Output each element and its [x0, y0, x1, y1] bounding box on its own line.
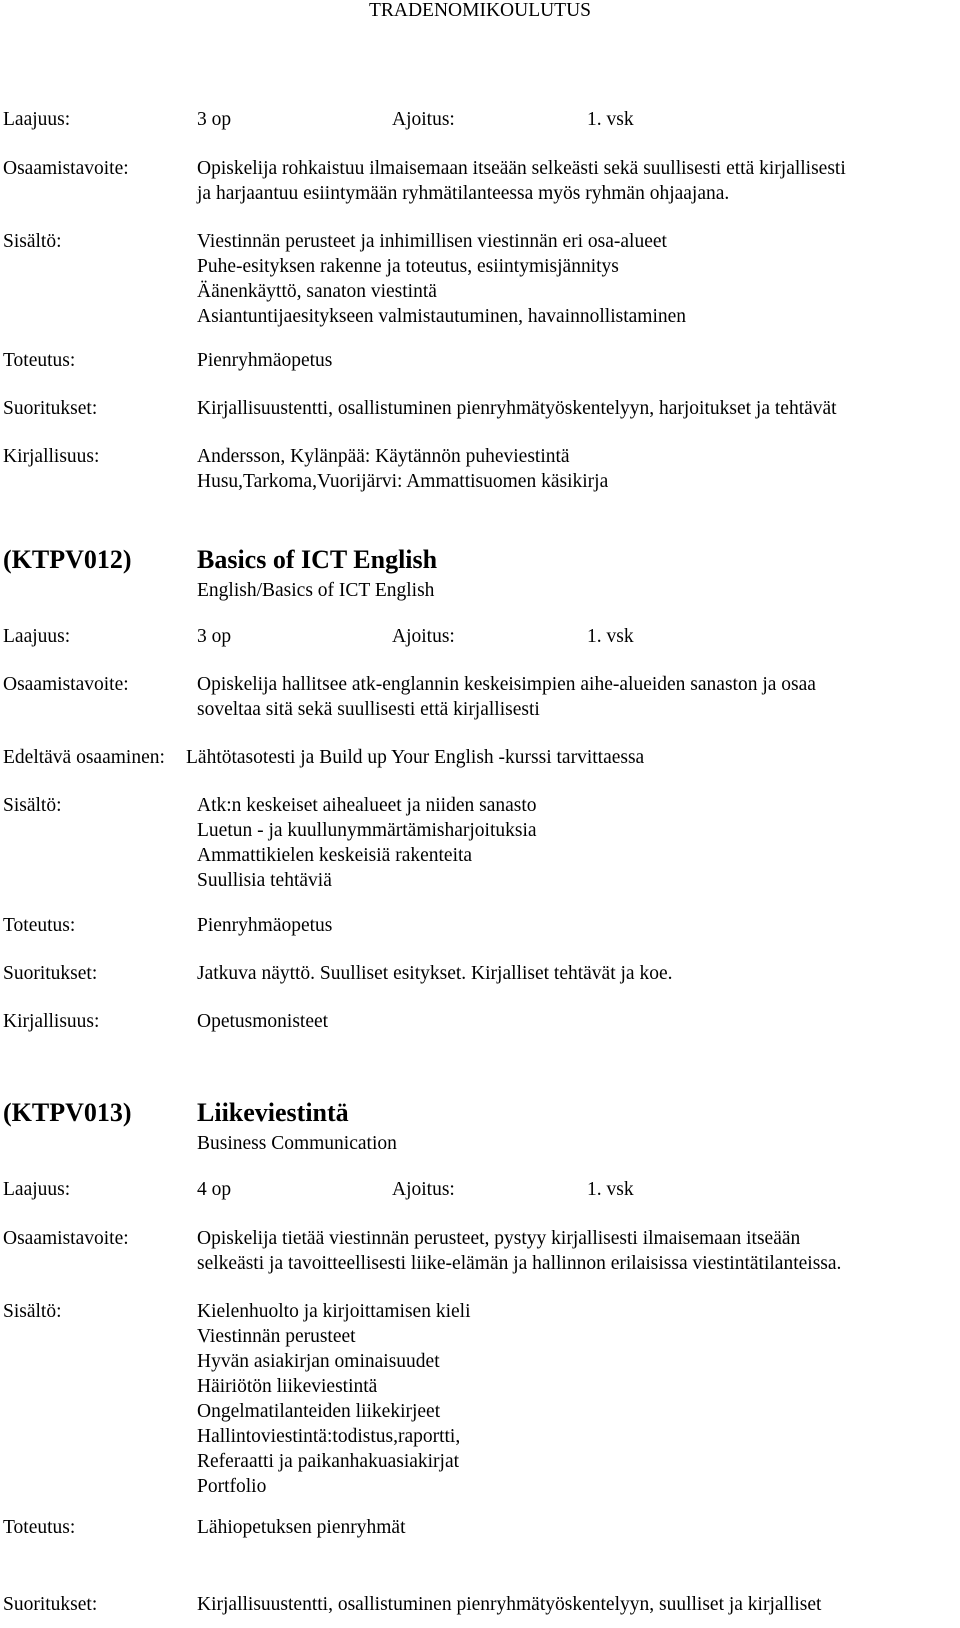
osaamistavoite-label: Osaamistavoite: — [3, 158, 129, 179]
toteutus-value: Pienryhmäopetus — [197, 915, 333, 936]
toteutus-label: Toteutus: — [3, 915, 76, 936]
sisalto-label: Sisältö: — [3, 795, 62, 816]
ajoitus-value: 1. vsk — [587, 626, 634, 647]
list-item: Hallintoviestintä:todistus,raportti, — [197, 1426, 461, 1447]
course-title: Basics of ICT English — [197, 545, 438, 574]
laajuus-label: Laajuus: — [3, 626, 71, 647]
sisalto-label: Sisältö: — [3, 1301, 62, 1322]
text-line: Opiskelija tietää viestinnän perusteet, pystyy kirjallisesti ilmaisemaan itseään — [197, 1228, 801, 1249]
ajoitus-value: 1. vsk — [587, 1179, 634, 1200]
sisalto-list — [197, 229, 686, 329]
sisalto-list — [197, 1299, 471, 1499]
suoritukset-label: Suoritukset: — [3, 1594, 98, 1615]
ajoitus-label: Ajoitus: — [392, 1179, 455, 1200]
laajuus-value: 3 op — [197, 109, 232, 130]
text-line: soveltaa sitä sekä suullisesti että kirjallisesti — [197, 699, 540, 720]
list-item: Puhe-esityksen rakenne ja toteutus, esiintymisjännitys — [197, 256, 619, 277]
list-item: Asiantuntijaesitykseen valmistautuminen, havainnollistaminen — [197, 306, 687, 327]
course-subtitle: English/Basics of ICT English — [197, 580, 435, 601]
text-line: selkeästi ja tavoitteellisesti liike-elämän ja hallinnon erilaisissa viestintätilanteissa. — [197, 1253, 842, 1274]
suoritukset-label: Suoritukset: — [3, 963, 98, 984]
list-item: Viestinnän perusteet ja inhimillisen viestinnän eri osa-alueet — [197, 231, 667, 252]
osaamistavoite-value — [197, 1226, 841, 1276]
sisalto-list — [197, 793, 537, 893]
kirjallisuus-label: Kirjallisuus: — [3, 1011, 100, 1032]
toteutus-value: Pienryhmäopetus — [197, 350, 333, 371]
list-item: Ammattikielen keskeisiä rakenteita — [197, 845, 473, 866]
list-item: Referaatti ja paikanhakuasiakirjat — [197, 1451, 460, 1472]
kirjallisuus-value: Opetusmonisteet — [197, 1011, 329, 1032]
osaamistavoite-label: Osaamistavoite: — [3, 1228, 129, 1249]
course-code: (KTPV012) — [3, 545, 132, 574]
list-item: Husu,Tarkoma,Vuorijärvi: Ammattisuomen käsikirja — [197, 471, 609, 492]
suoritukset-value: Kirjallisuustentti, osallistuminen pienryhmätyöskentelyyn, harjoitukset ja tehtävät — [197, 398, 837, 419]
list-item: Suullisia tehtäviä — [197, 870, 332, 891]
laajuus-value: 4 op — [197, 1179, 232, 1200]
list-item: Luetun - ja kuullunymmärtämisharjoituksia — [197, 820, 537, 841]
list-item: Häiriötön liikeviestintä — [197, 1376, 378, 1397]
text-line: Opiskelija rohkaistuu ilmaisemaan itseään selkeästi sekä suullisesti että kirjallisesti — [197, 158, 846, 179]
sisalto-label: Sisältö: — [3, 231, 62, 252]
edeltava-osaaminen-label: Edeltävä osaaminen: — [3, 747, 165, 768]
text-line: Opiskelija hallitsee atk-englannin keskeisimpien aihe-alueiden sanaston ja osaa — [197, 674, 816, 695]
text-line: ja harjaantuu esiintymään ryhmätilanteessa myös ryhmän ohjaajana. — [197, 183, 730, 204]
laajuus-label: Laajuus: — [3, 1179, 71, 1200]
list-item: Andersson, Kylänpää: Käytännön puheviestintä — [197, 446, 570, 467]
laajuus-label: Laajuus: — [3, 109, 71, 130]
list-item: Ongelmatilanteiden liikekirjeet — [197, 1401, 441, 1422]
course-title: Liikeviestintä — [197, 1098, 349, 1127]
laajuus-value: 3 op — [197, 626, 232, 647]
edeltava-osaaminen-value: Lähtötasotesti ja Build up Your English -kurssi tarvittaessa — [186, 747, 645, 768]
page-header: TRADENOMIKOULUTUS — [368, 0, 592, 21]
kirjallisuus-list — [197, 444, 608, 494]
suoritukset-value: Kirjallisuustentti, osallistuminen pienryhmätyöskentelyyn, suulliset ja kirjalliset — [197, 1594, 822, 1615]
toteutus-value: Lähiopetuksen pienryhmät — [197, 1517, 406, 1538]
ajoitus-label: Ajoitus: — [392, 626, 455, 647]
course-code: (KTPV013) — [3, 1098, 132, 1127]
ajoitus-value: 1. vsk — [587, 109, 634, 130]
osaamistavoite-value — [197, 672, 816, 722]
suoritukset-value: Jatkuva näyttö. Suulliset esitykset. Kirjalliset tehtävät ja koe. — [197, 963, 673, 984]
list-item: Äänenkäyttö, sanaton viestintä — [197, 281, 437, 302]
list-item: Viestinnän perusteet — [197, 1326, 356, 1347]
ajoitus-label: Ajoitus: — [392, 109, 455, 130]
course-subtitle: Business Communication — [197, 1133, 397, 1154]
list-item: Kielenhuolto ja kirjoittamisen kieli — [197, 1301, 471, 1322]
suoritukset-label: Suoritukset: — [3, 398, 98, 419]
toteutus-label: Toteutus: — [3, 350, 76, 371]
toteutus-label: Toteutus: — [3, 1517, 76, 1538]
kirjallisuus-label: Kirjallisuus: — [3, 446, 100, 467]
osaamistavoite-label: Osaamistavoite: — [3, 674, 129, 695]
list-item: Hyvän asiakirjan ominaisuudet — [197, 1351, 440, 1372]
osaamistavoite-value — [197, 156, 846, 206]
list-item: Portfolio — [197, 1476, 267, 1497]
list-item: Atk:n keskeiset aihealueet ja niiden sanasto — [197, 795, 537, 816]
